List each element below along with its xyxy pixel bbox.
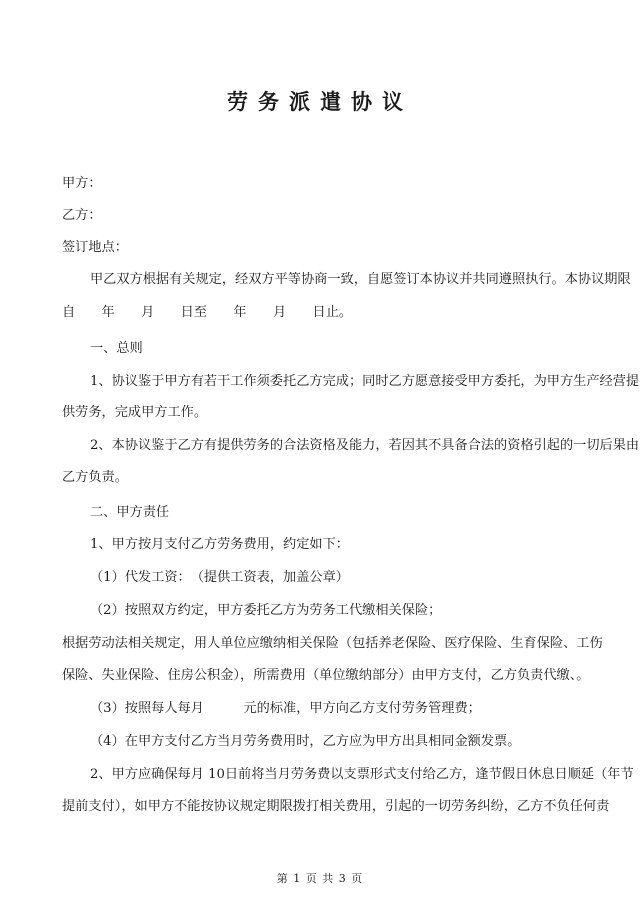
document-title: 劳务派遣协议 — [227, 90, 413, 114]
section-1-paragraph-1-line-1: 1、协议鉴于甲方有若干工作须委托乙方完成；同时乙方愿意接受甲方委托，为甲方生产经营提 — [90, 374, 640, 389]
section-2-item-2: （2）按照双方约定，甲方委托乙方为劳务工代缴相关保险； — [90, 603, 442, 618]
section-2-item-1: （1）代发工资： （提供工资表，加盖公章） — [90, 570, 349, 585]
section-2-insurance-line-1: 根据劳动法相关规定，用人单位应缴纳相关保险（包括养老保险、医疗保险、生育保险、工伤 — [62, 636, 603, 651]
section-2-heading: 二、甲方责任 — [90, 505, 170, 520]
intro-line-1: 甲乙双方根据有关规定，经双方平等协商一致，自愿签订本协议并共同遵照执行。本协议期限 — [90, 272, 631, 287]
section-2-paragraph-2-line-1: 2、甲方应确保每月 10日前将当月劳务费以支票形式支付给乙方，逢节假日休息日顺延（年节 — [90, 767, 634, 782]
intro-line-2: 自 年 月 日至 年 月 日止。 — [62, 305, 353, 320]
section-1-paragraph-2-line-1: 2、本协议鉴于乙方有提供劳务的合法资格及能力，若因其不具备合法的资格引起的一切后果由 — [90, 438, 640, 453]
party-b-label: 乙方： — [62, 208, 102, 223]
section-1-paragraph-2-line-2: 乙方负责。 — [62, 470, 128, 485]
page-indicator: 第 1 页 共 3 页 — [276, 872, 364, 885]
section-1-paragraph-1-line-2: 供劳务，完成甲方工作。 — [62, 405, 208, 420]
section-1-heading: 一、总则 — [90, 341, 143, 356]
section-2-item-4: （4）在甲方支付乙方当月劳务费用时，乙方应为甲方出具相同金额发票。 — [90, 734, 521, 749]
section-2-item-3: （3）按照每人每月 元的标准，甲方向乙方支付劳务管理费； — [90, 701, 481, 716]
sign-place-label: 签订地点： — [62, 240, 128, 255]
party-a-label: 甲方： — [62, 176, 102, 191]
section-2-paragraph-2-line-2: 提前支付），如甲方不能按协议规定期限拨打相关费用，引起的一切劳务纠纷，乙方不负任何责 — [62, 799, 610, 814]
section-2-insurance-line-2: 保险、失业保险、住房公积金），所需费用（单位缴纳部分）由甲方支付，乙方负责代缴、。 — [62, 668, 590, 683]
section-2-paragraph-1: 1、甲方按月支付乙方劳务费用，约定如下： — [90, 537, 349, 552]
